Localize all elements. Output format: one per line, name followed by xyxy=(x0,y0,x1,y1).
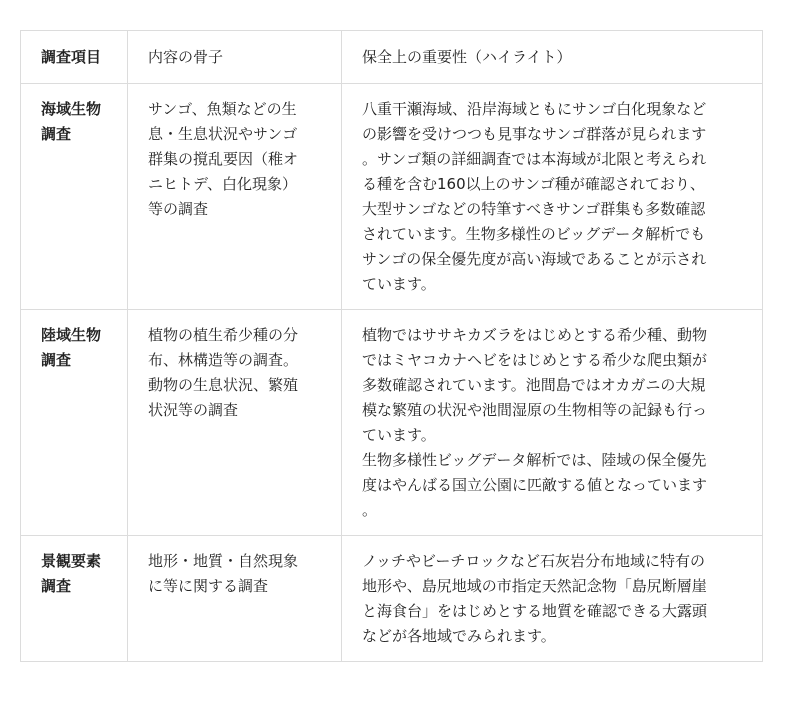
row-item-label: 調査 xyxy=(41,125,72,143)
row-importance-text: 生物多様性ビッグデータ解析では、陸域の保全優先 xyxy=(362,451,707,469)
header-cell-content xyxy=(128,31,342,84)
row-importance-cell xyxy=(342,310,763,536)
row-importance-text: 多数確認されています。池間島ではオカガニの大規 xyxy=(362,376,706,394)
row-item-label: 調査 xyxy=(41,577,72,595)
row-importance-text: 度はやんばる国立公園に匹敵する値となっています xyxy=(362,476,708,494)
row-importance-text: などが各地域でみられます。 xyxy=(362,627,556,645)
row-importance-text: 模な繁殖の状況や池間湿原の生物相等の記録も行っ xyxy=(362,401,708,419)
row-item-label: 景観要素 xyxy=(41,552,102,570)
row-importance-text: されています。生物多様性のビッグデータ解析でも xyxy=(362,225,706,243)
row-importance-text: 八重干瀬海域、沿岸海域ともにサンゴ白化現象など xyxy=(362,100,707,118)
row-importance-cell xyxy=(342,84,763,310)
row-importance-text: ています。 xyxy=(362,426,436,444)
row-item-cell xyxy=(21,536,128,662)
table-header-row xyxy=(21,31,763,84)
row-importance-text: る種を含む160以上のサンゴ種が確認されており、 xyxy=(362,175,705,193)
table-row xyxy=(21,310,763,536)
header-importance-label: 保全上の重要性（ハイライト） xyxy=(362,48,572,66)
row-item-label: 調査 xyxy=(41,351,72,369)
row-content-text: 息・生息状況やサンゴ xyxy=(148,125,298,143)
survey-table xyxy=(20,30,763,662)
row-item-label: 海域生物 xyxy=(41,100,102,118)
row-item-cell xyxy=(21,310,128,536)
row-content-cell xyxy=(128,310,342,536)
row-importance-text: 大型サンゴなどの特筆すべきサンゴ群集も多数確認 xyxy=(362,200,706,218)
row-importance-text: 植物ではササキカズラをはじめとする希少種、動物 xyxy=(362,326,708,344)
row-content-cell xyxy=(128,84,342,310)
row-importance-text: ではミヤコカナヘビをはじめとする希少な爬虫類が xyxy=(362,351,708,369)
row-importance-cell xyxy=(342,536,763,662)
table-row xyxy=(21,536,763,662)
row-item-label: 陸域生物 xyxy=(41,326,102,344)
row-content-text: サンゴ、魚類などの生 xyxy=(148,100,297,118)
row-content-text: ニヒトデ、白化現象） xyxy=(148,175,297,193)
row-importance-text: ています。 xyxy=(362,275,436,293)
row-content-text: 等の調査 xyxy=(148,200,209,218)
header-cell-importance xyxy=(342,31,763,84)
row-content-text: 地形・地質・自然現象 xyxy=(148,552,299,570)
table-row xyxy=(21,84,763,310)
header-item-label: 調査項目 xyxy=(41,48,102,66)
row-content-text: に等に関する調査 xyxy=(148,577,269,595)
row-importance-text: 。サンゴ類の詳細調査では本海域が北限と考えられ xyxy=(362,150,707,168)
row-importance-text: 。 xyxy=(362,501,378,519)
row-content-text: 動物の生息状況、繁殖 xyxy=(148,376,299,394)
row-content-text: 状況等の調査 xyxy=(148,401,239,419)
row-content-text: 植物の植生希少種の分 xyxy=(148,326,299,344)
row-item-cell xyxy=(21,84,128,310)
row-importance-text: と海食台」をはじめとする地質を確認できる大露頭 xyxy=(362,602,708,620)
row-importance-text: の影響を受けつつも見事なサンゴ群落が見られます xyxy=(362,125,707,143)
header-content-label: 内容の骨子 xyxy=(148,48,224,66)
row-importance-text: ノッチやビーチロックなど石灰岩分布地域に特有の xyxy=(362,552,706,570)
row-importance-text: サンゴの保全優先度が高い海域であることが示され xyxy=(362,250,707,268)
row-content-text: 群集の撹乱要因（稚オ xyxy=(148,150,299,168)
header-cell-item xyxy=(21,31,128,84)
row-content-cell xyxy=(128,536,342,662)
row-importance-text: 地形や、島尻地域の市指定天然記念物「島尻断層崖 xyxy=(362,577,707,595)
row-content-text: 布、林構造等の調査。 xyxy=(148,351,299,369)
